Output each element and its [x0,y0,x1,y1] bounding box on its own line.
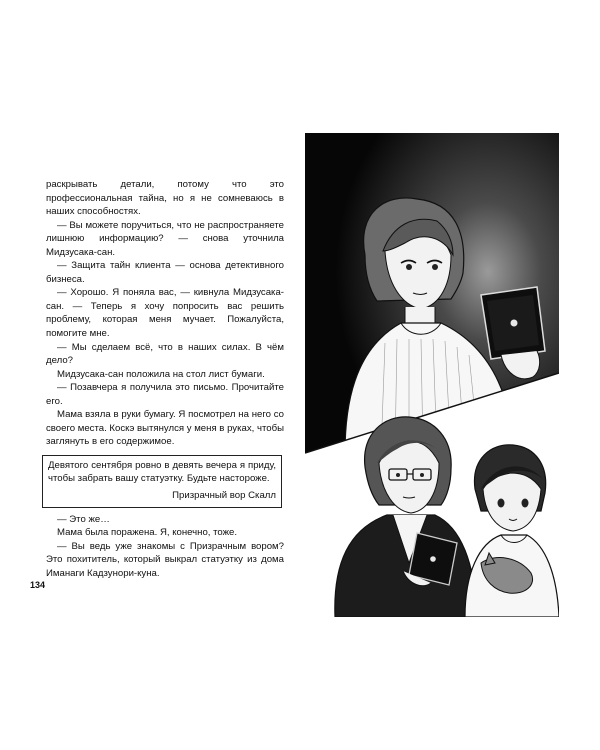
text-column [46,178,284,580]
paragraph: — Хорошо. Я поняла вас, — кивнула Мидзусака-сан. — Теперь я хочу попросить вас решить проблему, которая меня мучает. Пожалуйста, помогите мне. [46,287,284,340]
manga-illustration [305,133,559,617]
paragraph: — Мы сделаем всё, что в наших силах. В чём дело? [46,341,284,367]
paragraph: — Защита тайн клиента — основа детективного бизнеса. [46,260,284,285]
letter-signature: Призрачный вор Скалл [172,490,276,502]
letter-body: Девятого сентября ровно в девять вечера я приду, чтобы забрать вашу статуэтку. Будьте настороже. [48,459,276,485]
paragraph: Мама была поражена. Я, конечно, тоже. [57,527,238,539]
paragraph: — Это же… [57,513,110,525]
paragraph: — Вы можете поручиться, что не распространяете лишнюю информацию? — снова уточнила Мидзусака-сан. [46,219,284,258]
paragraph: раскрывать детали, потому что это профессиональная тайна, но я не сомневаюсь в наших способностях. [46,179,284,218]
paragraph: — Вы ведь уже знакомы с Призрачным вором? Это похититель, который выкрал статуэтку из дома Иманаги Кадзунори-куна. [46,540,284,579]
bottom-panel [335,417,559,617]
paragraph: — Позавчера я получила это письмо. Прочитайте его. [46,382,284,407]
paragraph: Мама взяла в руки бумагу. Я посмотрел на него со своего места. Коскэ вытянулся у меня в руках, чтобы заглянуть в его содержимое. [46,409,284,448]
paragraphs-after-letter [46,513,284,581]
letter-box [42,455,282,508]
paragraphs-before-letter [46,178,284,449]
paragraph: Мидзусака-сан положила на стол лист бумаги. [57,368,265,380]
illustration-svg [305,133,559,617]
page-number: 134 [30,580,46,590]
